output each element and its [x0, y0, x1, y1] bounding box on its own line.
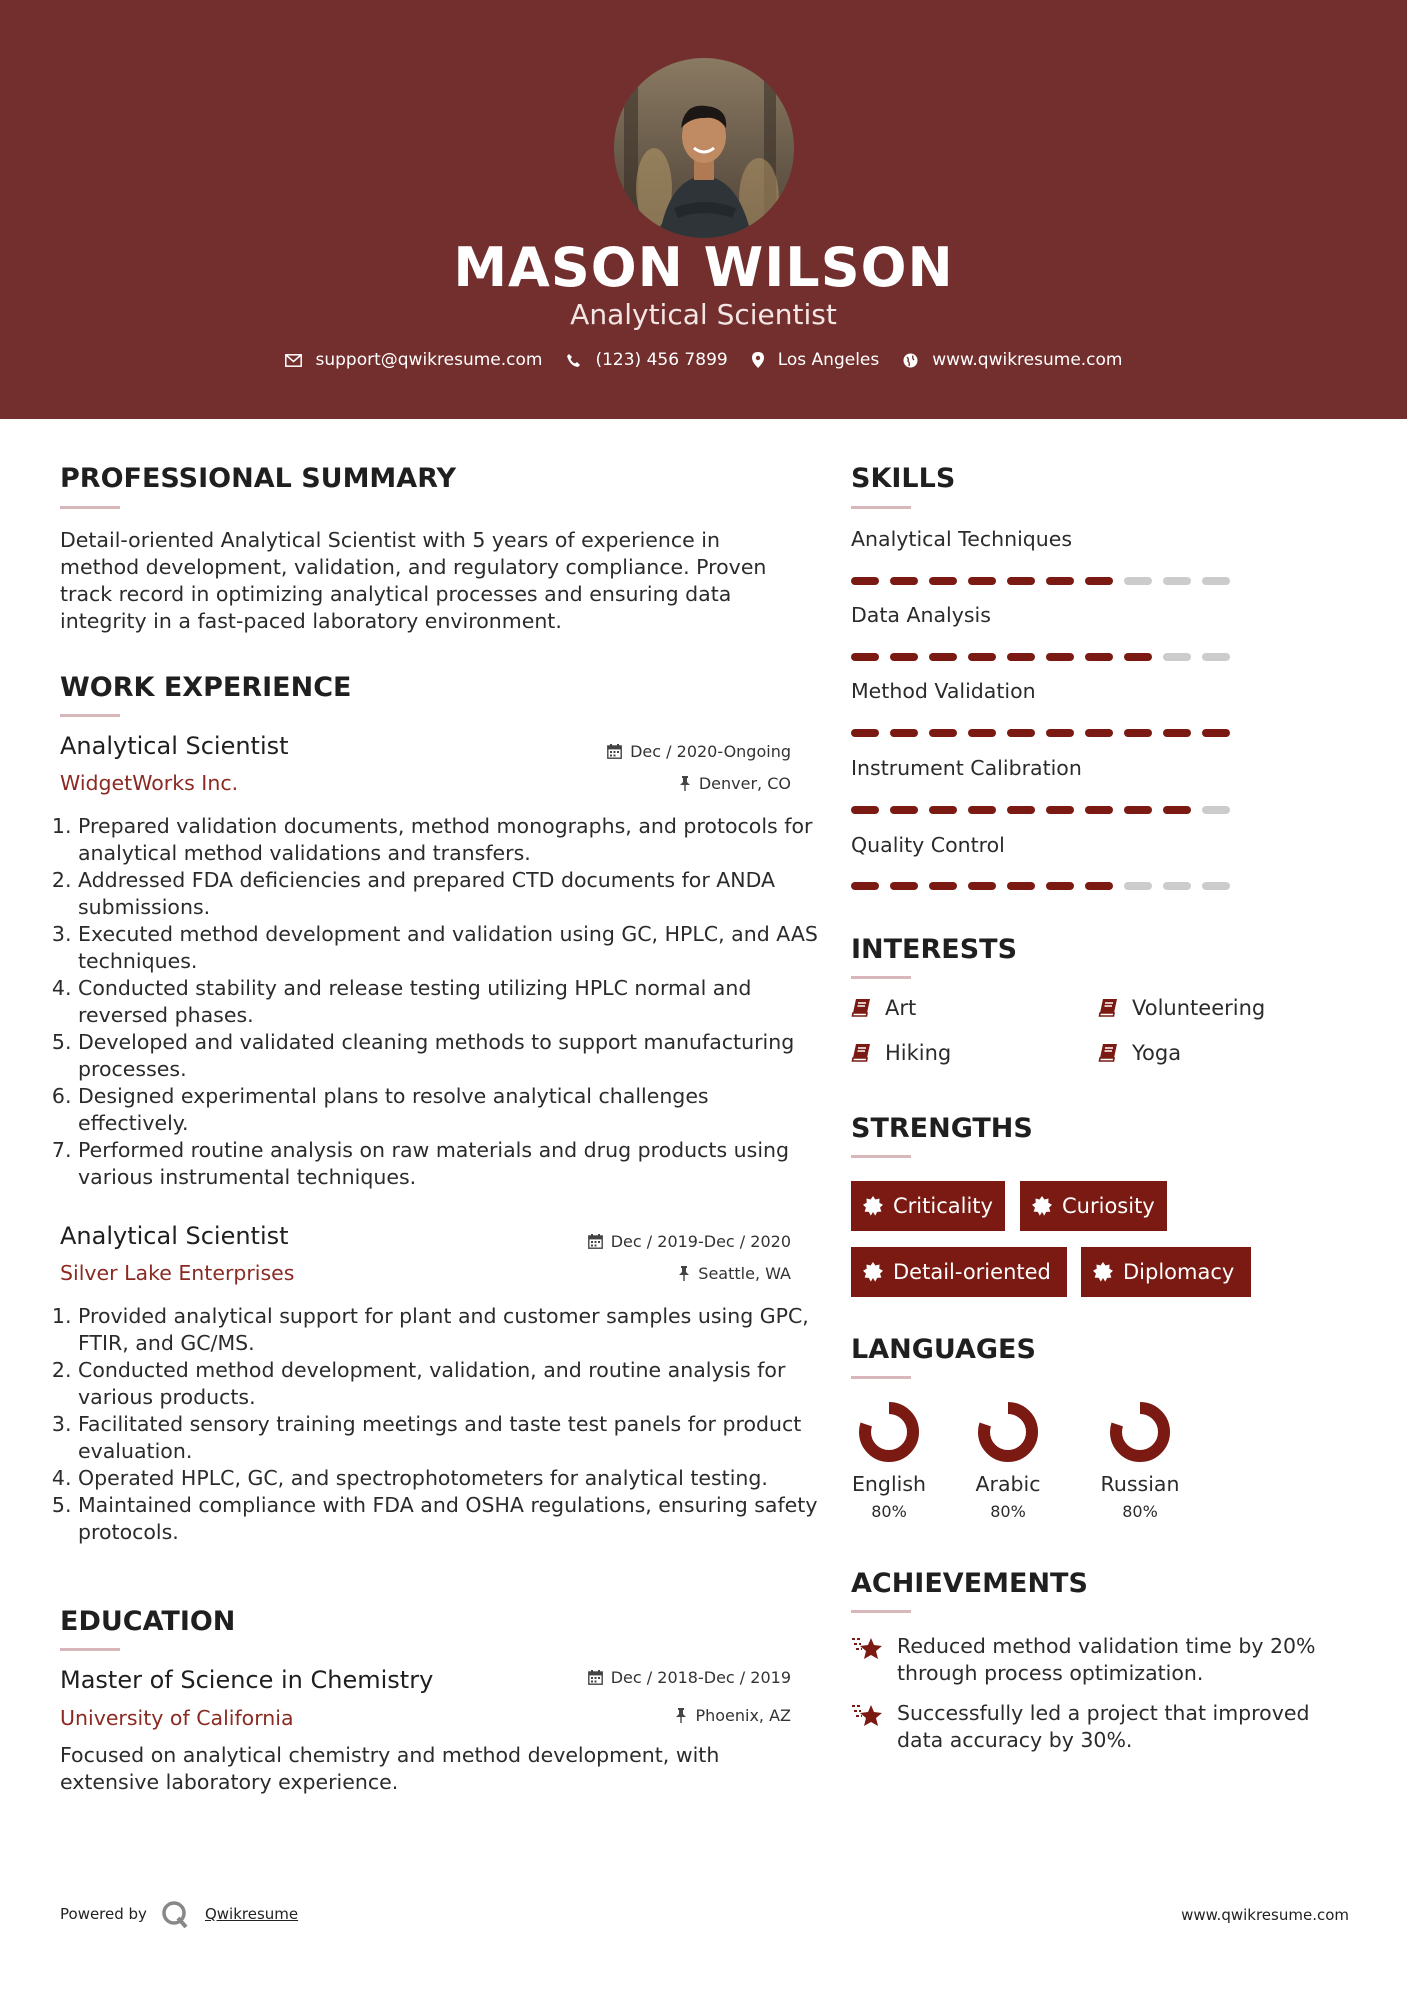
duty-item: 4. Conducted stability and release testing utilizing HPLC normal and reversed phases. [78, 975, 818, 1029]
skill-segment [1085, 729, 1113, 737]
skill-segment [968, 729, 996, 737]
badge-icon [1032, 1196, 1052, 1216]
contact-website[interactable] [903, 350, 1122, 370]
powered-by-label: Powered by [60, 1905, 147, 1923]
strength-chip [1081, 1247, 1251, 1297]
education-heading: EDUCATION [60, 1606, 236, 1637]
interest-item [851, 1041, 951, 1065]
language-percent: 80% [990, 1502, 1026, 1521]
skill-segment [1163, 653, 1191, 661]
book-icon [851, 998, 871, 1018]
candidate-name: MASON WILSON [453, 236, 954, 299]
interest-item [1098, 996, 1265, 1020]
job-2-company: Silver Lake Enterprises [60, 1261, 295, 1285]
footer-url[interactable]: www.qwikresume.com [1181, 1906, 1349, 1924]
skill-segment [1046, 577, 1074, 585]
skill-segment [968, 653, 996, 661]
skill-segment [1124, 882, 1152, 890]
calendar-icon [607, 744, 622, 759]
language-ring [1108, 1400, 1172, 1464]
skill-segment [1046, 806, 1074, 814]
duty-item: 4. Operated HPLC, GC, and spectrophotometers for analytical testing. [78, 1465, 818, 1492]
skill-segment [890, 729, 918, 737]
candidate-role: Analytical Scientist [570, 298, 837, 331]
star-trophy-icon [851, 1635, 883, 1663]
skills-heading: SKILLS [851, 463, 956, 494]
skill-segment [929, 882, 957, 890]
education-text: Focused on analytical chemistry and method development, with extensive laboratory experience. [60, 1743, 720, 1794]
strength-chip [851, 1181, 1005, 1231]
envelope-icon [285, 354, 302, 367]
job-2-dates-text: Dec / 2019-Dec / 2020 [610, 1232, 791, 1251]
pushpin-icon [679, 776, 691, 791]
summary-heading: PROFESSIONAL SUMMARY [60, 463, 457, 494]
education-dates [588, 1668, 791, 1687]
degree-title: Master of Science in Chemistry [60, 1666, 434, 1694]
language-name: Russian [1100, 1472, 1180, 1496]
skill-segment [890, 653, 918, 661]
achievements-rule [851, 1610, 911, 1613]
skill-segment [1085, 577, 1113, 585]
skill-segment [929, 577, 957, 585]
languages-rule [851, 1376, 911, 1379]
skill-segment [890, 806, 918, 814]
skills-rule [851, 506, 911, 509]
skill-segment [968, 882, 996, 890]
skill-label: Instrument Calibration [851, 756, 1082, 780]
skill-rating-bar [851, 729, 1241, 737]
language-percent: 80% [1122, 1502, 1158, 1521]
skill-segment [1085, 882, 1113, 890]
work-heading: WORK EXPERIENCE [60, 672, 352, 703]
job-1-location [679, 774, 791, 793]
job-2-location [678, 1264, 791, 1283]
summary-rule [60, 506, 120, 509]
school-name: University of California [60, 1706, 294, 1730]
interest-label: Art [885, 996, 917, 1020]
skill-segment [1202, 577, 1230, 585]
education-dates-text: Dec / 2018-Dec / 2019 [610, 1668, 791, 1687]
skill-label: Quality Control [851, 833, 1005, 857]
book-icon [1098, 998, 1118, 1018]
profile-photo [614, 58, 794, 238]
interest-label: Hiking [885, 1041, 952, 1065]
skill-segment [1046, 729, 1074, 737]
skill-segment [1163, 806, 1191, 814]
phone-icon [566, 353, 581, 368]
duty-item: 6. Designed experimental plans to resolve analytical challenges effectively. [78, 1083, 818, 1137]
pushpin-icon [678, 1266, 690, 1281]
badge-icon [863, 1262, 883, 1282]
skill-segment [1163, 577, 1191, 585]
skill-segment [1124, 806, 1152, 814]
skill-segment [929, 653, 957, 661]
strength-label: Curiosity [1062, 1194, 1155, 1218]
duty-item: 2. Conducted method development, validation, and routine analysis for various products. [78, 1357, 818, 1411]
job-1-duties [60, 813, 818, 1191]
brand-link[interactable]: Qwikresume [204, 1905, 299, 1923]
duty-item: 5. Developed and validated cleaning methods to support manufacturing processes. [78, 1029, 818, 1083]
skill-label: Method Validation [851, 679, 1036, 703]
duty-item: 3. Facilitated sensory training meetings and taste test panels for product evaluation. [78, 1411, 818, 1465]
skill-segment [1202, 653, 1230, 661]
job-2-dates [588, 1232, 791, 1251]
skill-segment [968, 577, 996, 585]
contact-bar [0, 350, 1407, 370]
skill-segment [1202, 882, 1230, 890]
qwikresume-logo-icon [161, 1900, 189, 1928]
achievement-item [851, 1700, 1337, 1754]
skill-segment [929, 806, 957, 814]
language-name: Arabic [975, 1472, 1041, 1496]
education-location-text: Phoenix, AZ [695, 1706, 791, 1725]
language-ring-arc [1116, 1408, 1164, 1456]
job-1-dates [607, 742, 791, 761]
skill-segment [1202, 806, 1230, 814]
skill-segment [851, 729, 879, 737]
skill-segment [890, 882, 918, 890]
skill-rating-bar [851, 653, 1241, 661]
skill-segment [1007, 882, 1035, 890]
achievement-text: Successfully led a project that improved data accuracy by 30%. [897, 1701, 1310, 1752]
skill-segment [1007, 653, 1035, 661]
job-2-title: Analytical Scientist [60, 1222, 289, 1250]
interest-item [851, 996, 916, 1020]
job-1-title: Analytical Scientist [60, 732, 289, 760]
skill-segment [851, 882, 879, 890]
skill-segment [1163, 882, 1191, 890]
language-percent: 80% [871, 1502, 907, 1521]
strength-label: Diplomacy [1123, 1260, 1235, 1284]
skill-segment [1163, 729, 1191, 737]
powered-by [60, 1900, 298, 1928]
strength-label: Detail-oriented [893, 1260, 1051, 1284]
contact-phone[interactable] [566, 350, 727, 370]
language-item [948, 1400, 1068, 1521]
interest-item [1098, 1041, 1181, 1065]
skill-segment [1124, 577, 1152, 585]
strengths-heading: STRENGTHS [851, 1113, 1033, 1144]
skill-segment [851, 806, 879, 814]
duty-item: 1. Prepared validation documents, method monographs, and protocols for analytical method validations and transfers. [78, 813, 818, 867]
skill-rating-bar [851, 882, 1241, 890]
work-rule [60, 714, 120, 717]
language-ring [976, 1400, 1040, 1464]
strengths-rule [851, 1155, 911, 1158]
email-text: support@qwikresume.com [315, 350, 543, 370]
location-text: Los Angeles [777, 350, 880, 370]
skill-segment [1007, 577, 1035, 585]
interests-rule [851, 976, 911, 979]
pushpin-icon [675, 1708, 687, 1723]
duty-item: 3. Executed method development and validation using GC, HPLC, and AAS techniques. [78, 921, 818, 975]
skill-segment [851, 653, 879, 661]
interests-heading: INTERESTS [851, 934, 1018, 965]
skill-segment [1085, 653, 1113, 661]
skill-segment [1124, 653, 1152, 661]
skill-segment [1085, 806, 1113, 814]
job-1-company: WidgetWorks Inc. [60, 771, 239, 795]
skill-label: Data Analysis [851, 603, 991, 627]
skill-segment [929, 729, 957, 737]
duty-item: 2. Addressed FDA deficiencies and prepared CTD documents for ANDA submissions. [78, 867, 818, 921]
skill-segment [851, 577, 879, 585]
skill-segment [968, 806, 996, 814]
languages-heading: LANGUAGES [851, 1334, 1036, 1365]
badge-icon [863, 1196, 883, 1216]
skill-rating-bar [851, 577, 1241, 585]
interest-label: Yoga [1132, 1041, 1182, 1065]
language-ring-arc [984, 1408, 1032, 1456]
skill-segment [1124, 729, 1152, 737]
language-ring-arc [865, 1408, 913, 1456]
book-icon [851, 1043, 871, 1063]
duty-item: 5. Maintained compliance with FDA and OSHA regulations, ensuring safety protocols. [78, 1492, 818, 1546]
duty-item: 1. Provided analytical support for plant and customer samples using GPC, FTIR, and GC/MS. [78, 1303, 818, 1357]
education-rule [60, 1648, 120, 1651]
achievements-heading: ACHIEVEMENTS [851, 1568, 1088, 1599]
calendar-icon [588, 1234, 603, 1249]
job-1-location-text: Denver, CO [698, 774, 791, 793]
job-2-duties [60, 1303, 818, 1546]
star-trophy-icon [851, 1702, 883, 1730]
map-pin-icon [752, 352, 764, 368]
skill-segment [1046, 882, 1074, 890]
skill-segment [1007, 729, 1035, 737]
skill-segment [890, 577, 918, 585]
skill-segment [1007, 806, 1035, 814]
job-1-dates-text: Dec / 2020-Ongoing [630, 742, 791, 761]
language-ring [857, 1400, 921, 1464]
strength-chip [1020, 1181, 1167, 1231]
duty-item: 7. Performed routine analysis on raw materials and drug products using various instrumental techniques. [78, 1137, 818, 1191]
skill-rating-bar [851, 806, 1241, 814]
language-item [829, 1400, 949, 1521]
achievement-text: Reduced method validation time by 20% through process optimization. [897, 1634, 1316, 1685]
website-text: www.qwikresume.com [932, 350, 1123, 370]
skill-segment [1202, 729, 1230, 737]
job-2-location-text: Seattle, WA [698, 1264, 791, 1283]
language-name: English [851, 1472, 927, 1496]
contact-email[interactable] [285, 350, 543, 370]
skill-label: Analytical Techniques [851, 527, 1073, 551]
interest-label: Volunteering [1132, 996, 1266, 1020]
globe-icon [903, 353, 918, 368]
strength-chip [851, 1247, 1067, 1297]
book-icon [1098, 1043, 1118, 1063]
calendar-icon [588, 1670, 603, 1685]
badge-icon [1093, 1262, 1113, 1282]
summary-text: Detail-oriented Analytical Scientist with 5 years of experience in method development, validation, and regulatory compliance. Proven track record in optimizing analytical processes and ensuring data integrity in a fast-paced laboratory environment. [60, 528, 767, 633]
header-banner [0, 0, 1407, 419]
phone-text: (123) 456 7899 [595, 350, 728, 370]
strength-label: Criticality [893, 1194, 993, 1218]
achievement-item [851, 1633, 1337, 1687]
contact-location[interactable] [752, 350, 880, 370]
skill-segment [1046, 653, 1074, 661]
education-location [675, 1706, 791, 1725]
language-item [1080, 1400, 1200, 1521]
